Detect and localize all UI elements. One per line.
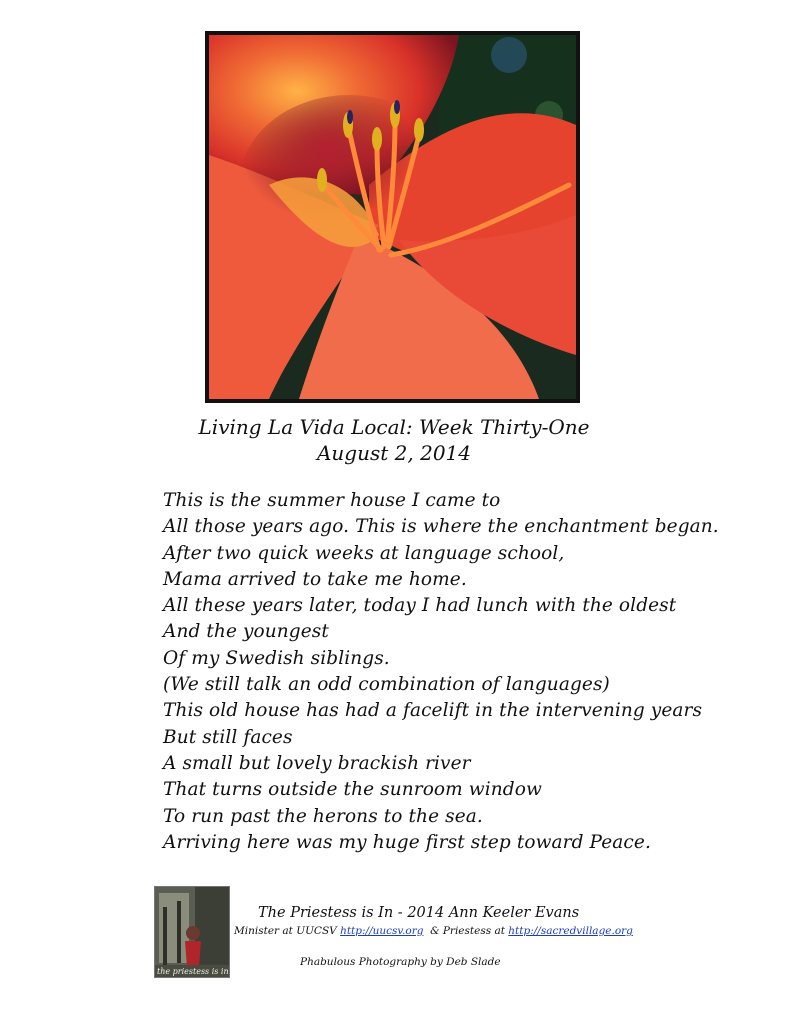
lily-flower-image	[209, 35, 576, 399]
poem-line: But still faces	[163, 726, 293, 748]
priestess-label: & Priestess at	[423, 925, 509, 937]
affiliation-line	[234, 925, 633, 937]
poem-line: After two quick weeks at language school,	[163, 542, 565, 564]
poem-line: Arriving here was my huge first step toward Peace.	[163, 831, 651, 853]
page-title	[0, 414, 791, 466]
poem-line: (We still talk an odd combination of languages)	[163, 674, 610, 696]
poem-line: That turns outside the sunroom window	[163, 779, 542, 801]
uucsv-link[interactable]: http://uucsv.org	[340, 925, 424, 937]
lily-photo	[205, 31, 580, 403]
sacredvillage-link[interactable]: http://sacredvillage.org	[508, 925, 633, 937]
minister-label: Minister at UUCSV	[234, 925, 341, 937]
poem-line: Of my Swedish siblings.	[163, 647, 390, 669]
poem-line: This is the summer house I came to	[163, 490, 501, 511]
poem	[163, 488, 719, 856]
poem-line: A small but lovely brackish river	[163, 752, 471, 774]
poem-line: All those years ago. This is where the enchantment began.	[163, 516, 719, 538]
poem-line: All these years later, today I had lunch with the oldest	[163, 595, 677, 617]
poem-line: Mama arrived to take me home.	[163, 568, 467, 590]
title-line-1: Living La Vida Local: Week Thirty-One	[198, 415, 590, 439]
poem-line: This old house has had a facelift in the intervening years	[163, 700, 703, 722]
priestess-logo	[154, 886, 230, 978]
title-date: August 2, 2014	[316, 441, 471, 465]
poem-line: And the youngest	[163, 621, 329, 643]
poem-line: To run past the herons to the sea.	[163, 805, 483, 827]
author-credit: The Priestess is In - 2014 Ann Keeler Evans	[258, 905, 580, 921]
logo-text: the priestess is in	[157, 967, 229, 976]
photo-credit: Phabulous Photography by Deb Slade	[300, 956, 501, 968]
